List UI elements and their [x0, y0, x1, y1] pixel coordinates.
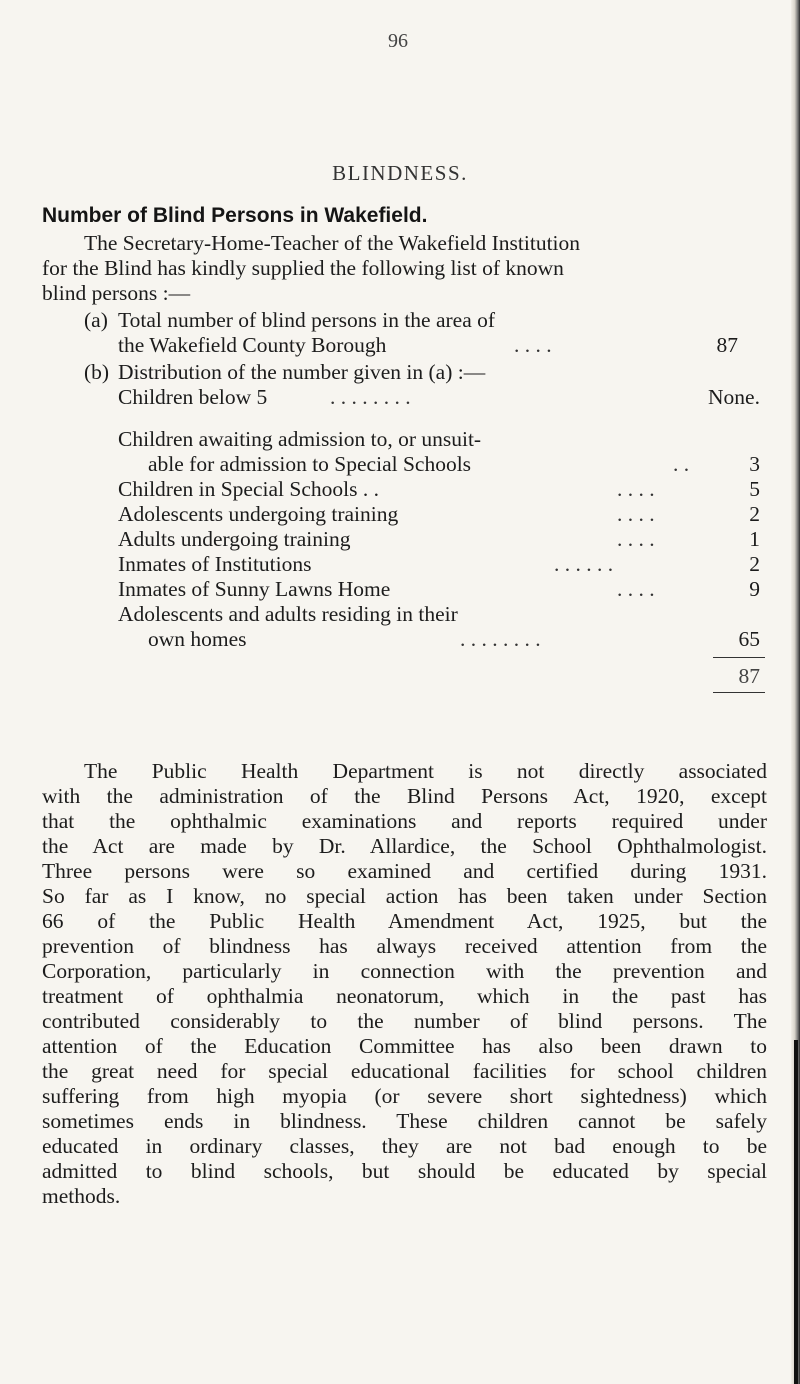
body-line: with the administration of the Blind Persons Act, 1920, except	[42, 784, 767, 808]
item-a-line-2: the Wakefield County Borough	[118, 333, 387, 357]
sum-rule-top	[713, 657, 765, 658]
dist-5-label: Inmates of Sunny Lawns Home	[118, 577, 391, 601]
body-line: attention of the Education Committee has also been drawn to	[42, 1034, 767, 1058]
body-line: the great need for special educational facilities for school children	[42, 1059, 767, 1083]
dist-3-leaders: . . . .	[617, 527, 655, 551]
dist-2-leaders: . . . .	[617, 502, 655, 526]
page-number: 96	[388, 30, 408, 52]
body-line: that the ophthalmic examinations and reports required under	[42, 809, 767, 833]
body-line: the Act are made by Dr. Allardice, the School Ophthalmologist.	[42, 834, 767, 858]
page-title: BLINDNESS.	[332, 161, 468, 185]
dist-1-label: Children in Special Schools . .	[118, 477, 379, 501]
body-line: methods.	[42, 1184, 121, 1208]
body-line: suffering from high myopia (or severe short sightedness) which	[42, 1084, 767, 1108]
dist-5-value: 9	[749, 577, 760, 601]
intro-line-2: for the Blind has kindly supplied the following list of known	[42, 256, 564, 280]
dist-2-value: 2	[749, 502, 760, 526]
item-b-leaders: . . . . . . . .	[330, 385, 411, 409]
body-line: prevention of blindness has always received attention from the	[42, 934, 767, 958]
dist-3-value: 1	[749, 527, 760, 551]
body-line: contributed considerably to the number of blind persons. The	[42, 1009, 767, 1033]
body-line: 66 of the Public Health Amendment Act, 1925, but the	[42, 909, 767, 933]
total-value: 87	[738, 664, 760, 688]
body-line: So far as I know, no special action has been taken under Section	[42, 884, 767, 908]
item-a-leaders: . . . .	[514, 333, 552, 357]
body-line: Corporation, particularly in connection with the prevention and	[42, 959, 767, 983]
body-line: educated in ordinary classes, they are not bad enough to be	[42, 1134, 767, 1158]
section-heading: Number of Blind Persons in Wakefield.	[42, 204, 428, 227]
dist-4-leaders: . . . . . .	[554, 552, 614, 576]
intro-line-3: blind persons :—	[42, 281, 191, 305]
dist-2-label: Adolescents undergoing training	[118, 502, 399, 526]
dist-3-label: Adults undergoing training	[118, 527, 351, 551]
dist-0-line-1: Children awaiting admission to, or unsuit-	[118, 427, 482, 451]
item-b-value: None.	[708, 385, 760, 409]
body-line: sometimes ends in blindness. These children cannot be safely	[42, 1109, 767, 1133]
intro-line-1: The Secretary-Home-Teacher of the Wakefield Institution	[84, 231, 581, 255]
dist-4-value: 2	[749, 552, 760, 576]
sum-rule-bottom	[713, 692, 765, 693]
dist-0-leaders: . .	[673, 452, 690, 476]
body-paragraph	[42, 759, 767, 1209]
dist-0-value: 3	[749, 452, 760, 476]
item-a-line-1: Total number of blind persons in the area of	[118, 308, 496, 332]
body-line: admitted to blind schools, but should be educated by special	[42, 1159, 767, 1183]
dist-6-line-2: own homes	[148, 627, 247, 651]
dist-4-label: Inmates of Institutions	[118, 552, 312, 576]
page-edge-shadow	[791, 0, 800, 1384]
dist-0-line-2: able for admission to Special Schools	[148, 452, 472, 476]
item-a-marker: (a)	[84, 308, 108, 332]
body-line: Three persons were so examined and certified during 1931.	[42, 859, 767, 883]
dist-6-leaders: . . . . . . . .	[460, 627, 541, 651]
body-line: treatment of ophthalmia neonatorum, which in the past has	[42, 984, 767, 1008]
dist-6-line-1: Adolescents and adults residing in their	[118, 602, 458, 626]
body-line: The Public Health Department is not directly associated	[84, 759, 767, 783]
item-b-line-2: Children below 5	[118, 385, 268, 409]
dist-1-value: 5	[749, 477, 760, 501]
dist-6-value: 65	[738, 627, 760, 651]
dist-5-leaders: . . . .	[617, 577, 655, 601]
item-b-line-1: Distribution of the number given in (a) :—	[118, 360, 486, 384]
binding-edge	[794, 1040, 798, 1384]
item-a-value: 87	[716, 333, 738, 357]
item-b-marker: (b)	[84, 360, 110, 384]
dist-1-leaders: . . . .	[617, 477, 655, 501]
